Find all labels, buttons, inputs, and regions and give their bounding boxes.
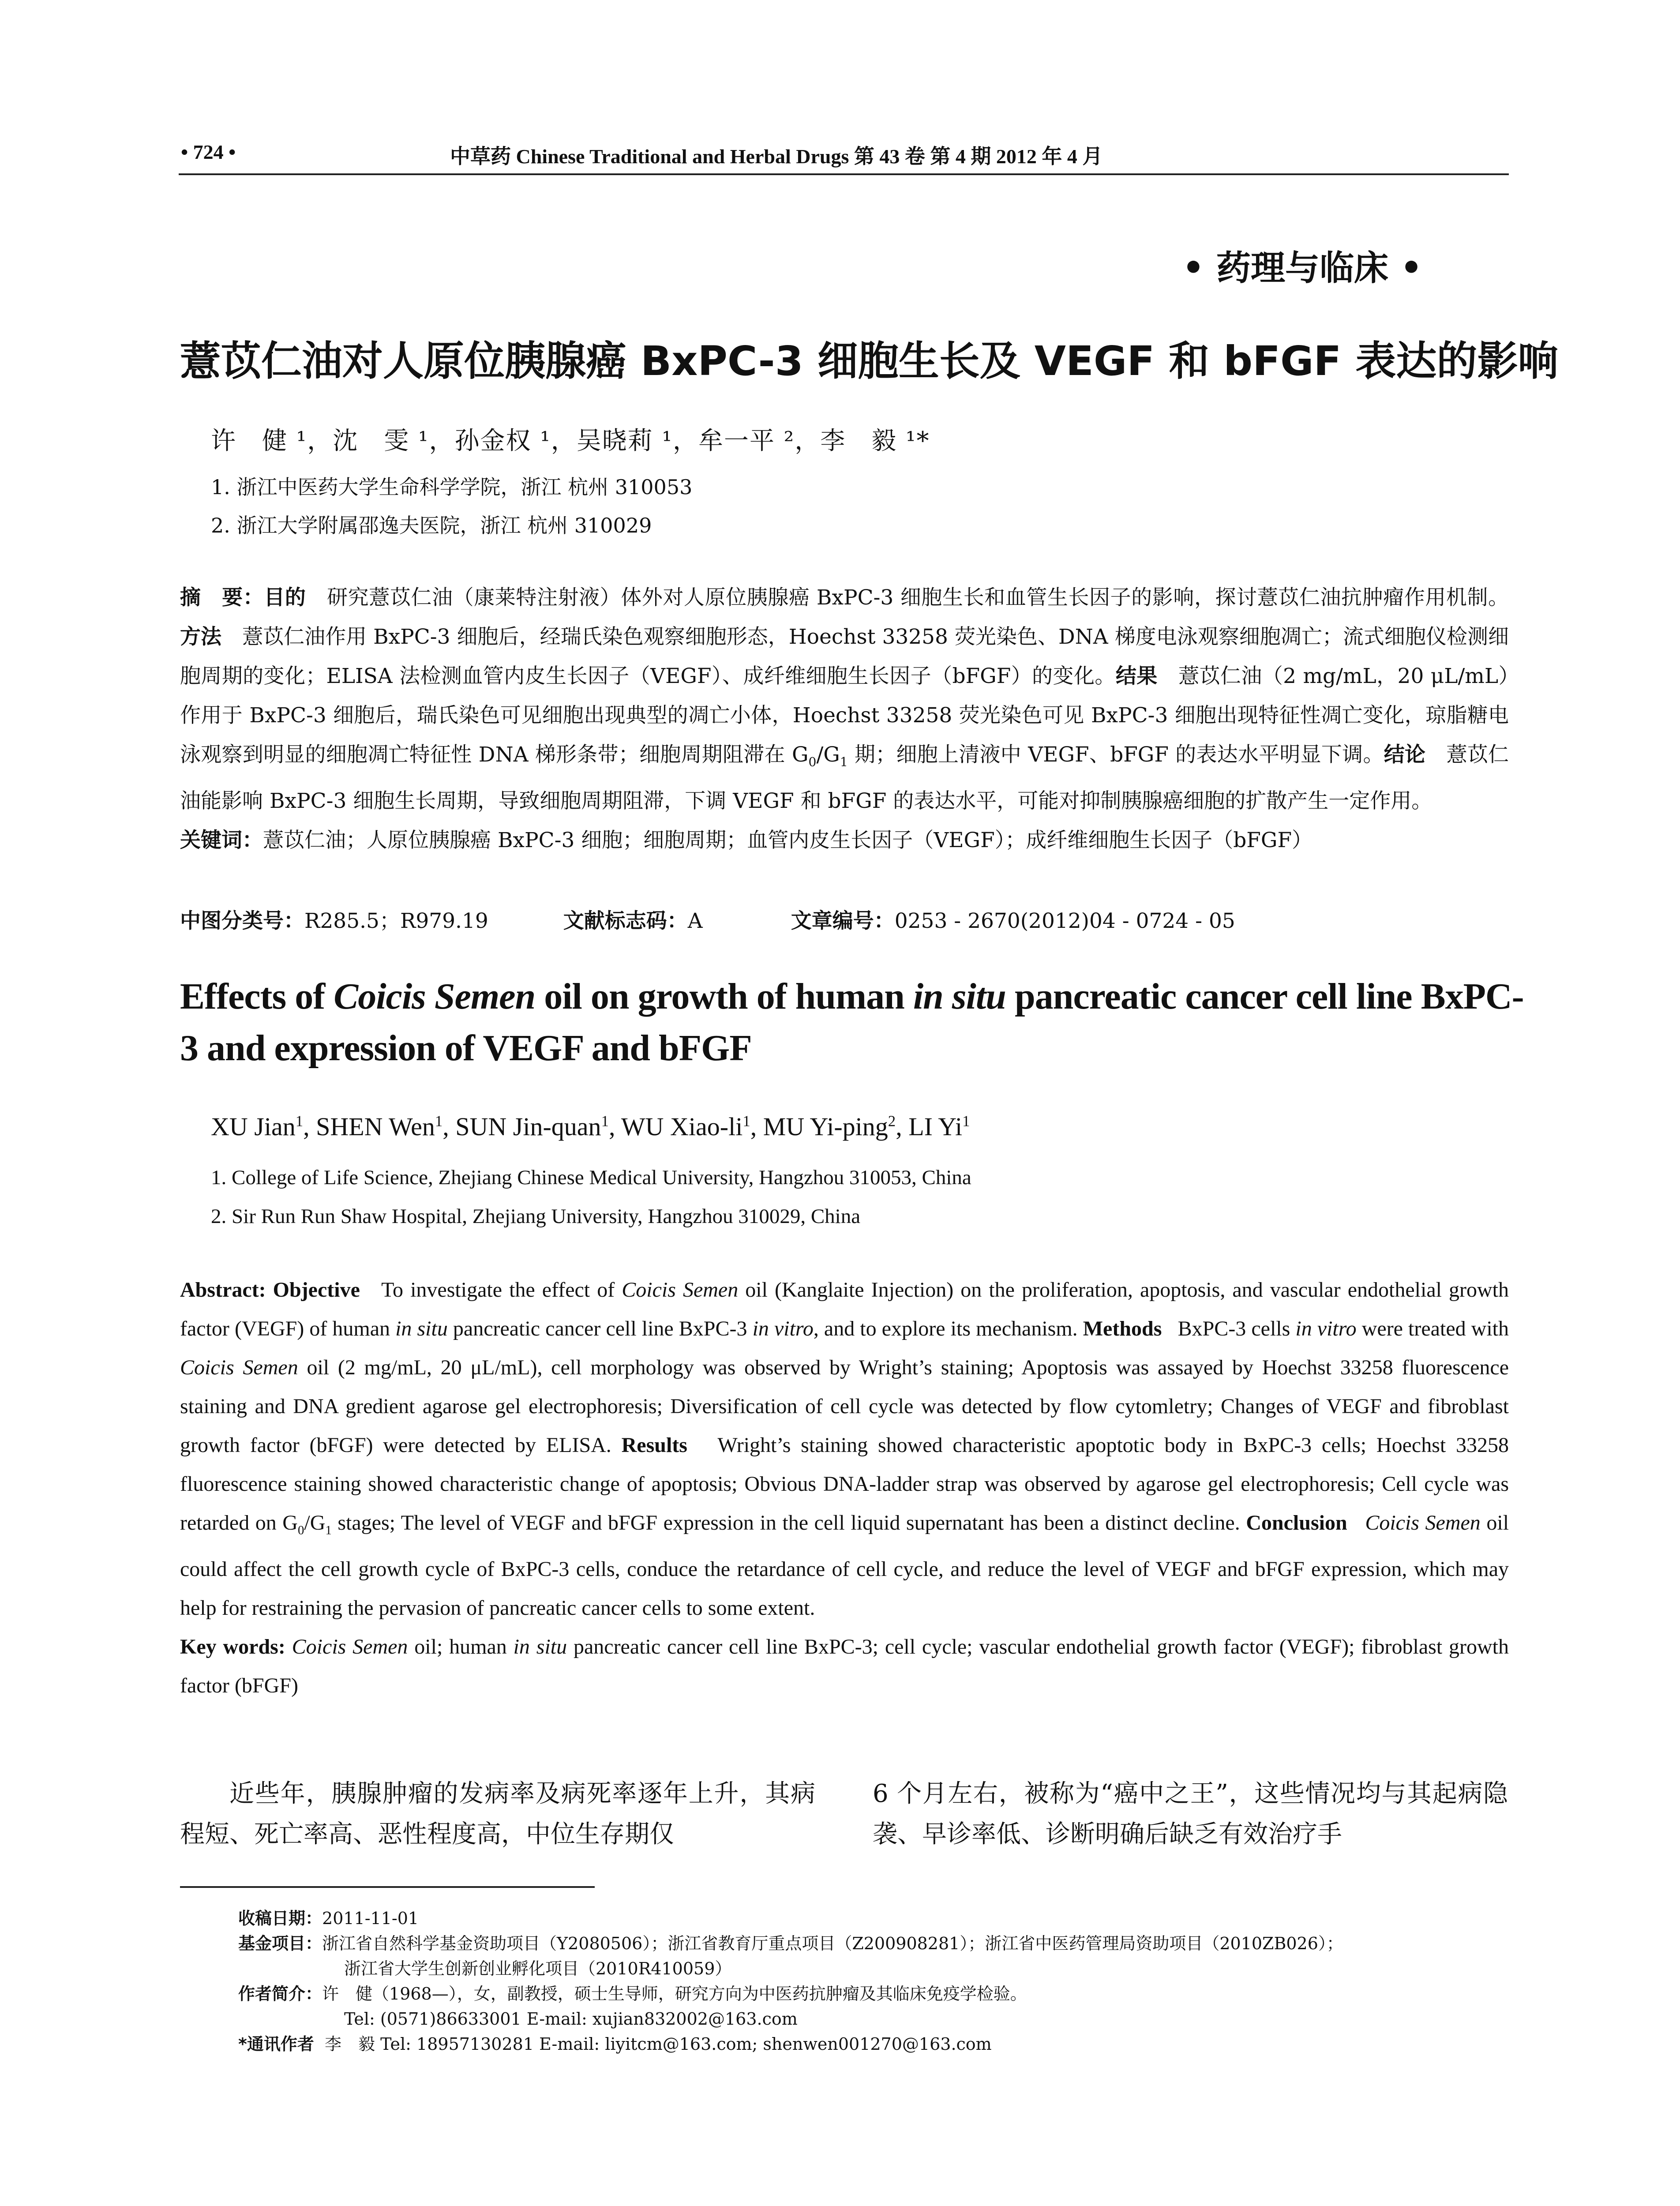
journal-line: 中草药 Chinese Traditional and Herbal Drugs 第 43 卷 第 4 期 2012 年 4 月 — [450, 145, 1103, 168]
body-column-right: 6 个月左右，被称为“癌中之王”，这些情况均与其起病隐袭、早诊率低、诊断明确后缺乏有效治疗手 — [873, 1779, 1508, 1849]
footnote-received: 收稿日期：2011-11-01 — [238, 1909, 419, 1928]
footnotes: 收稿日期：2011-11-01 基金项目：浙江省自然科学基金资助项目（Y2080506）；浙江省教育厅重点项目（Z200908281）；浙江省中医药管理局资助项目（2010ZB026）； 浙江省大学生创新创业孵化项目（2010R410059） 作者简介：许 健（1968—），女，副教授，硕士生导师，研究方向为中医药抗肿瘤及其临床免疫学检验。 Tel: (0571)86633001 E-mail: xujian832002@163.com *通讯作者 李 毅 Tel: 18957130281 E-mail: liyitcm@163.com; shenwen001270@163.com — [238, 1906, 1509, 2057]
keywords-en-label: Key words: — [180, 1635, 285, 1658]
body-column-left: 近些年，胰腺肿瘤的发病率及病死率逐年上升，其病程短、死亡率高、恶性程度高，中位生存期仅 — [180, 1779, 815, 1849]
keywords-cn: 薏苡仁油；人原位胰腺癌 BxPC-3 细胞；细胞周期；血管内皮生长因子（VEGF）；成纤维细胞生长因子（bFGF） — [263, 828, 1313, 853]
keywords-cn-label: 关键词： — [180, 828, 263, 853]
affiliation-en-2: 2. Sir Run Run Shaw Hospital, Zhejiang University, Hangzhou 310029, China — [211, 1205, 861, 1228]
title-english: Effects of Coicis Semen oil on growth of human in situ pancreatic cancer cell line BxPC-3 and expression of VEGF and bFGF — [180, 976, 1524, 1069]
footnote-correspondence: *通讯作者 李 毅 Tel: 18957130281 E-mail: liyitcm@163.com; shenwen001270@163.com — [238, 2034, 992, 2054]
classification-line: 中图分类号：R285.5；R979.19 文献标志码：A 文章编号：0253 - 2670(2012)04 - 0724 - 05 — [180, 909, 1235, 933]
affiliation-en-1: 1. College of Life Science, Zhejiang Chinese Medical University, Hangzhou 310053, China — [211, 1166, 971, 1189]
authors-chinese: 许 健 ¹，沈 雯 ¹，孙金权 ¹，吴晓莉 ¹，牟一平 ²，李 毅 ¹* — [211, 427, 930, 455]
page-number: • 724 • — [181, 141, 236, 163]
title-chinese: 薏苡仁油对人原位胰腺癌 BxPC-3 细胞生长及 VEGF 和 bFGF 表达的影响 — [180, 338, 1559, 385]
abstract-chinese: 摘 要：目的 研究薏苡仁油（康莱特注射液）体外对人原位胰腺癌 BxPC-3 细胞生长和血管生长因子的影响，探讨薏苡仁油抗肿瘤作用机制。方法 薏苡仁油作用 BxPC-3 细胞后，经瑞氏染色观察细胞形态，Hoechst 33258 荧光染色、DNA 梯度电泳观察细胞凋亡；流式细胞仪检测细胞周期的变化；ELISA 法检测血管内皮生长因子（VEGF）、成纤维细胞生长因子（bFGF）的变化。结果 薏苡仁油（2 mg/mL，20 μL/mL）作用于 BxPC-3 细胞后，瑞氏染色可见细胞出现典型的凋亡小体，Hoechst 33258 荧光染色可见 BxPC-3 细胞出现特征性凋亡变化，琼脂糖电泳观察到明显的细胞凋亡特征性 DNA 梯形条带；细胞周期阻滞在 $G_0/G_1$ 期；细胞上清液中 VEGF、bFGF 的表达水平明显下调。结论 薏苡仁油能影响 BxPC-3 细胞生长周期，导致细胞周期阻滞，下调 VEGF 和 bFGF 的表达水平，可能对抑制胰腺癌细胞的扩散产生一定作用。 关键词：薏苡仁油；人原位胰腺癌 BxPC-3 细胞；细胞周期；血管内皮生长因子（VEGF）；成纤维细胞生长因子（bFGF） — [180, 585, 1509, 853]
abstract-english: Abstract: Objective To investigate the effect of Coicis Semen oil (Kanglaite Injection) on the proliferation, apoptosis, and vascular endothelial growth factor (VEGF) of human in situ pancreatic cancer cell line BxPC-3 in vitro, and to explore its mechanism. Methods BxPC-3 cells in vitro were treated with Coicis Semen oil (2 mg/mL, 20 μL/mL), cell morphology was observed by Wright’s staining; Apoptosis was assayed by Hoechst 33258 fluorescence staining and DNA gredient agarose gel electrophoresis; Diversification of cell cycle was detected by flow cytomletry; Changes of VEGF and fibroblast growth factor (bFGF) were detected by ELISA. Results Wright’s staining showed characteristic apoptotic body in BxPC-3 cells; Hoechst 33258 fluorescence staining showed characteristic change of apoptosis; Obvious DNA-ladder strap was observed by agarose gel electrophoresis; Cell cycle was retarded on $G_0/G_1$ stages; The level of VEGF and bFGF expression in the cell liquid supernatant has been a distinct decline. Conclusion Coicis Semen oil could affect the cell growth cycle of BxPC-3 cells, conduce the retardance of cell cycle, and reduce the level of VEGF and bFGF expression, which may help for restraining the pervasion of pancreatic cancer cells to some extent. Key words: Coicis Semen oil; human in situ pancreatic cancer cell line BxPC-3; cell cycle; vascular endothelial growth factor (VEGF); fibroblast growth factor (bFGF) — [180, 1278, 1509, 1697]
header-rule — [179, 173, 1509, 175]
footnote-fund: 基金项目：浙江省自然科学基金资助项目（Y2080506）；浙江省教育厅重点项目（Z200908281）；浙江省中医药管理局资助项目（2010ZB026）； — [238, 1934, 1343, 1953]
affiliation-cn-2: 2. 浙江大学附属邵逸夫医院，浙江 杭州 310029 — [211, 514, 652, 537]
footnote-rule — [180, 1886, 595, 1888]
authors-english: XU Jian$^1$, SHEN Wen$^1$, SUN Jin-quan$^1$, WU Xiao-$li^1$, MU Yi-ping$^2$, LI Yi$^1$ — [211, 1112, 970, 1141]
footnote-author: 作者简介：许 健（1968—），女，副教授，硕士生导师，研究方向为中医药抗肿瘤及其临床免疫学检验。 — [238, 1984, 1027, 2003]
section-label: • 药理与临床 • — [1182, 248, 1423, 288]
affiliation-cn-1: 1. 浙江中医药大学生命科学学院，浙江 杭州 310053 — [211, 475, 693, 499]
